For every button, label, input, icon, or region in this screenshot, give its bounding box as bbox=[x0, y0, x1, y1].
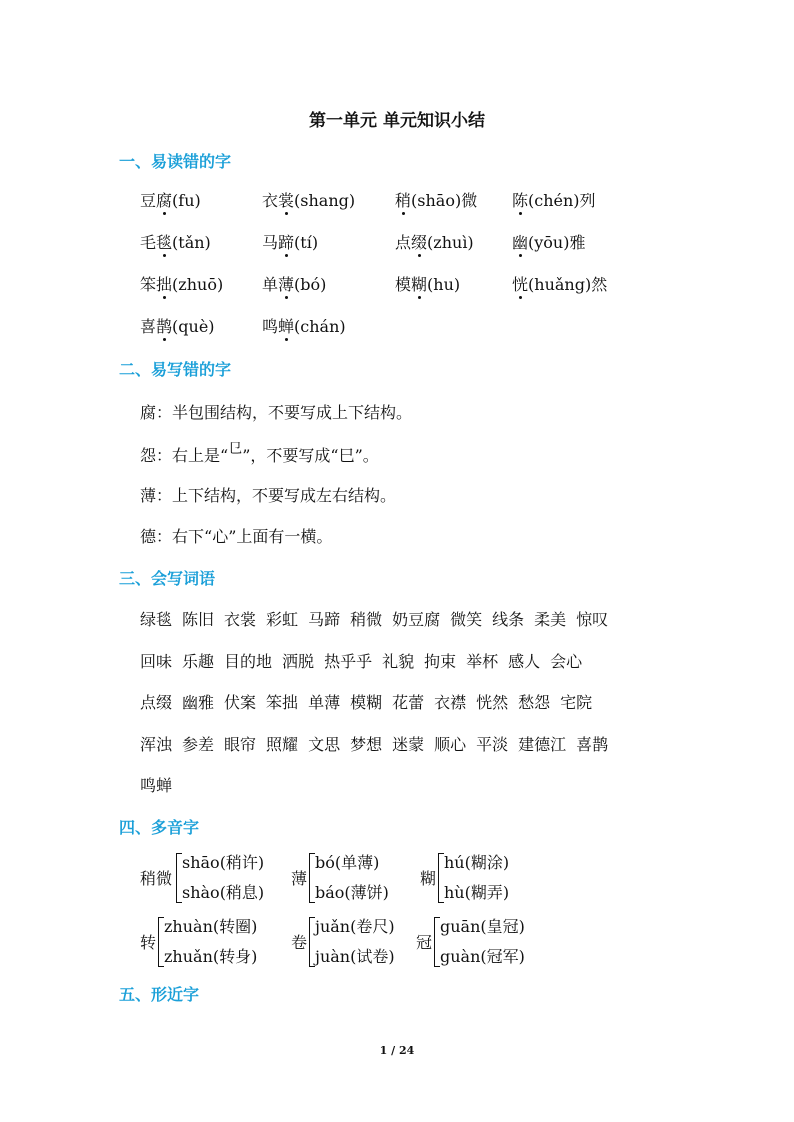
vocabulary-row bbox=[140, 607, 618, 630]
polyphone-group bbox=[291, 914, 401, 970]
easy-read-item: 衣裳(shang) bbox=[262, 188, 355, 211]
polyphone-char: 冠 bbox=[416, 933, 433, 952]
easy-read-item: 幽(yōu)雅 bbox=[512, 230, 585, 253]
vocabulary-word: 热乎乎 bbox=[324, 652, 373, 671]
vocabulary-word: 乐趣 bbox=[182, 652, 215, 671]
vocabulary-word: 惊叹 bbox=[576, 610, 609, 629]
vocabulary-word: 礼貌 bbox=[382, 652, 415, 671]
vocabulary-word: 陈旧 bbox=[182, 610, 215, 629]
polyphone-char: 薄 bbox=[291, 869, 308, 888]
polyphone-char: 糊 bbox=[420, 869, 437, 888]
vocabulary-word: 梦想 bbox=[350, 735, 383, 754]
vocabulary-word: 马蹄 bbox=[308, 610, 341, 629]
section-heading-vocabulary: 三、会写词语 bbox=[119, 569, 216, 588]
vocabulary-row bbox=[140, 649, 592, 672]
polyphone-char: 卷 bbox=[291, 933, 308, 952]
page-number: 1 / 24 bbox=[379, 1044, 415, 1057]
easy-read-item: 单薄(bó) bbox=[262, 272, 326, 295]
vocabulary-word: 回味 bbox=[140, 652, 173, 671]
vocabulary-word: 拘束 bbox=[424, 652, 457, 671]
vocabulary-word: 举杯 bbox=[466, 652, 499, 671]
reading: báo(薄饼) bbox=[315, 883, 389, 902]
vocabulary-word: 洒脱 bbox=[282, 652, 315, 671]
page-title: 第一单元 单元知识小结 bbox=[309, 111, 485, 131]
reading: shào(稍息) bbox=[182, 883, 265, 902]
vocabulary-word: 点缀 bbox=[140, 693, 173, 712]
section-heading-polyphones: 四、多音字 bbox=[119, 818, 200, 837]
easy-read-item: 恍(huǎng)然 bbox=[512, 272, 607, 295]
vocabulary-word: 顺心 bbox=[434, 735, 467, 754]
vocabulary-word: 会心 bbox=[550, 652, 583, 671]
vocabulary-word: 线条 bbox=[492, 610, 525, 629]
polyphone-group bbox=[420, 850, 530, 906]
section-heading-easy-write: 二、易写错的字 bbox=[119, 360, 232, 379]
easy-read-item: 稍(shāo)微 bbox=[395, 188, 477, 211]
reading: zhuǎn(转身) bbox=[164, 947, 258, 966]
easy-read-item: 豆腐(fu) bbox=[140, 188, 201, 211]
vocabulary-word: 迷蒙 bbox=[392, 735, 425, 754]
reading: zhuàn(转圈) bbox=[164, 917, 258, 936]
easy-read-item: 马蹄(tí) bbox=[262, 230, 318, 253]
reading: guàn(冠军) bbox=[440, 947, 525, 966]
vocabulary-word: 恍然 bbox=[476, 693, 509, 712]
vocabulary-word: 浑浊 bbox=[140, 735, 173, 754]
vocabulary-word: 单薄 bbox=[308, 693, 341, 712]
component-glyph: 㔾 bbox=[228, 441, 243, 457]
vocabulary-word: 彩虹 bbox=[266, 610, 299, 629]
reading: hù(糊弄) bbox=[444, 883, 510, 902]
easy-write-note: 腐：半包围结构，不要写成上下结构。 bbox=[140, 403, 413, 422]
vocabulary-word: 鸣蝉 bbox=[140, 776, 173, 795]
polyphone-group bbox=[140, 914, 270, 970]
vocabulary-word: 参差 bbox=[182, 735, 215, 754]
polyphone-group bbox=[291, 850, 401, 906]
vocabulary-word: 稍微 bbox=[350, 610, 383, 629]
vocabulary-word: 模糊 bbox=[350, 693, 383, 712]
easy-read-item: 陈(chén)列 bbox=[512, 188, 596, 211]
reading: hú(糊涂) bbox=[444, 853, 510, 872]
vocabulary-word: 平淡 bbox=[476, 735, 509, 754]
easy-read-item: 模糊(hu) bbox=[395, 272, 460, 295]
vocabulary-word: 衣裳 bbox=[224, 610, 257, 629]
section-heading-easy-read: 一、易读错的字 bbox=[119, 152, 232, 171]
vocabulary-word: 眼帘 bbox=[224, 735, 257, 754]
vocabulary-word: 喜鹊 bbox=[576, 735, 609, 754]
easy-write-note: 怨：右上是“㔾”，不要写成“巳”。 bbox=[140, 441, 379, 465]
easy-read-item: 毛毯(tǎn) bbox=[140, 230, 211, 253]
reading: juǎn(卷尺) bbox=[315, 917, 395, 936]
easy-write-note: 德：右下“心”上面有一横。 bbox=[140, 527, 333, 546]
vocabulary-word: 花蕾 bbox=[392, 693, 425, 712]
section-heading-similar-chars: 五、形近字 bbox=[119, 985, 200, 1004]
vocabulary-word: 愁怨 bbox=[518, 693, 551, 712]
vocabulary-word: 照耀 bbox=[266, 735, 299, 754]
reading: juàn(试卷) bbox=[315, 947, 395, 966]
reading: shāo(稍许) bbox=[182, 853, 265, 872]
vocabulary-word: 奶豆腐 bbox=[392, 610, 441, 629]
polyphone-group bbox=[140, 850, 270, 906]
easy-read-item: 点缀(zhuì) bbox=[395, 230, 474, 253]
reading: guān(皇冠) bbox=[440, 917, 525, 936]
polyphone-char: 稍微 bbox=[140, 869, 173, 888]
easy-read-item: 笨拙(zhuō) bbox=[140, 272, 223, 295]
reading: bó(单薄) bbox=[315, 853, 380, 872]
vocabulary-word: 建德江 bbox=[518, 735, 567, 754]
vocabulary-word: 文思 bbox=[308, 735, 341, 754]
easy-read-item: 喜鹊(què) bbox=[140, 314, 215, 337]
vocabulary-word: 微笑 bbox=[450, 610, 483, 629]
vocabulary-word: 感人 bbox=[508, 652, 541, 671]
easy-read-item: 鸣蝉(chán) bbox=[262, 314, 346, 337]
polyphone-group bbox=[416, 914, 536, 970]
easy-write-note: 薄：上下结构，不要写成左右结构。 bbox=[140, 486, 397, 505]
vocabulary-row bbox=[140, 690, 602, 713]
vocabulary-word: 伏案 bbox=[224, 693, 257, 712]
vocabulary-word: 柔美 bbox=[534, 610, 567, 629]
vocabulary-word: 宅院 bbox=[560, 693, 593, 712]
vocabulary-word: 绿毯 bbox=[140, 610, 173, 629]
vocabulary-word: 笨拙 bbox=[266, 693, 299, 712]
vocabulary-word: 衣襟 bbox=[434, 693, 467, 712]
vocabulary-row bbox=[140, 732, 618, 755]
polyphone-char: 转 bbox=[140, 933, 157, 952]
vocabulary-row bbox=[140, 773, 182, 796]
vocabulary-word: 幽雅 bbox=[182, 693, 215, 712]
vocabulary-word: 目的地 bbox=[224, 652, 273, 671]
